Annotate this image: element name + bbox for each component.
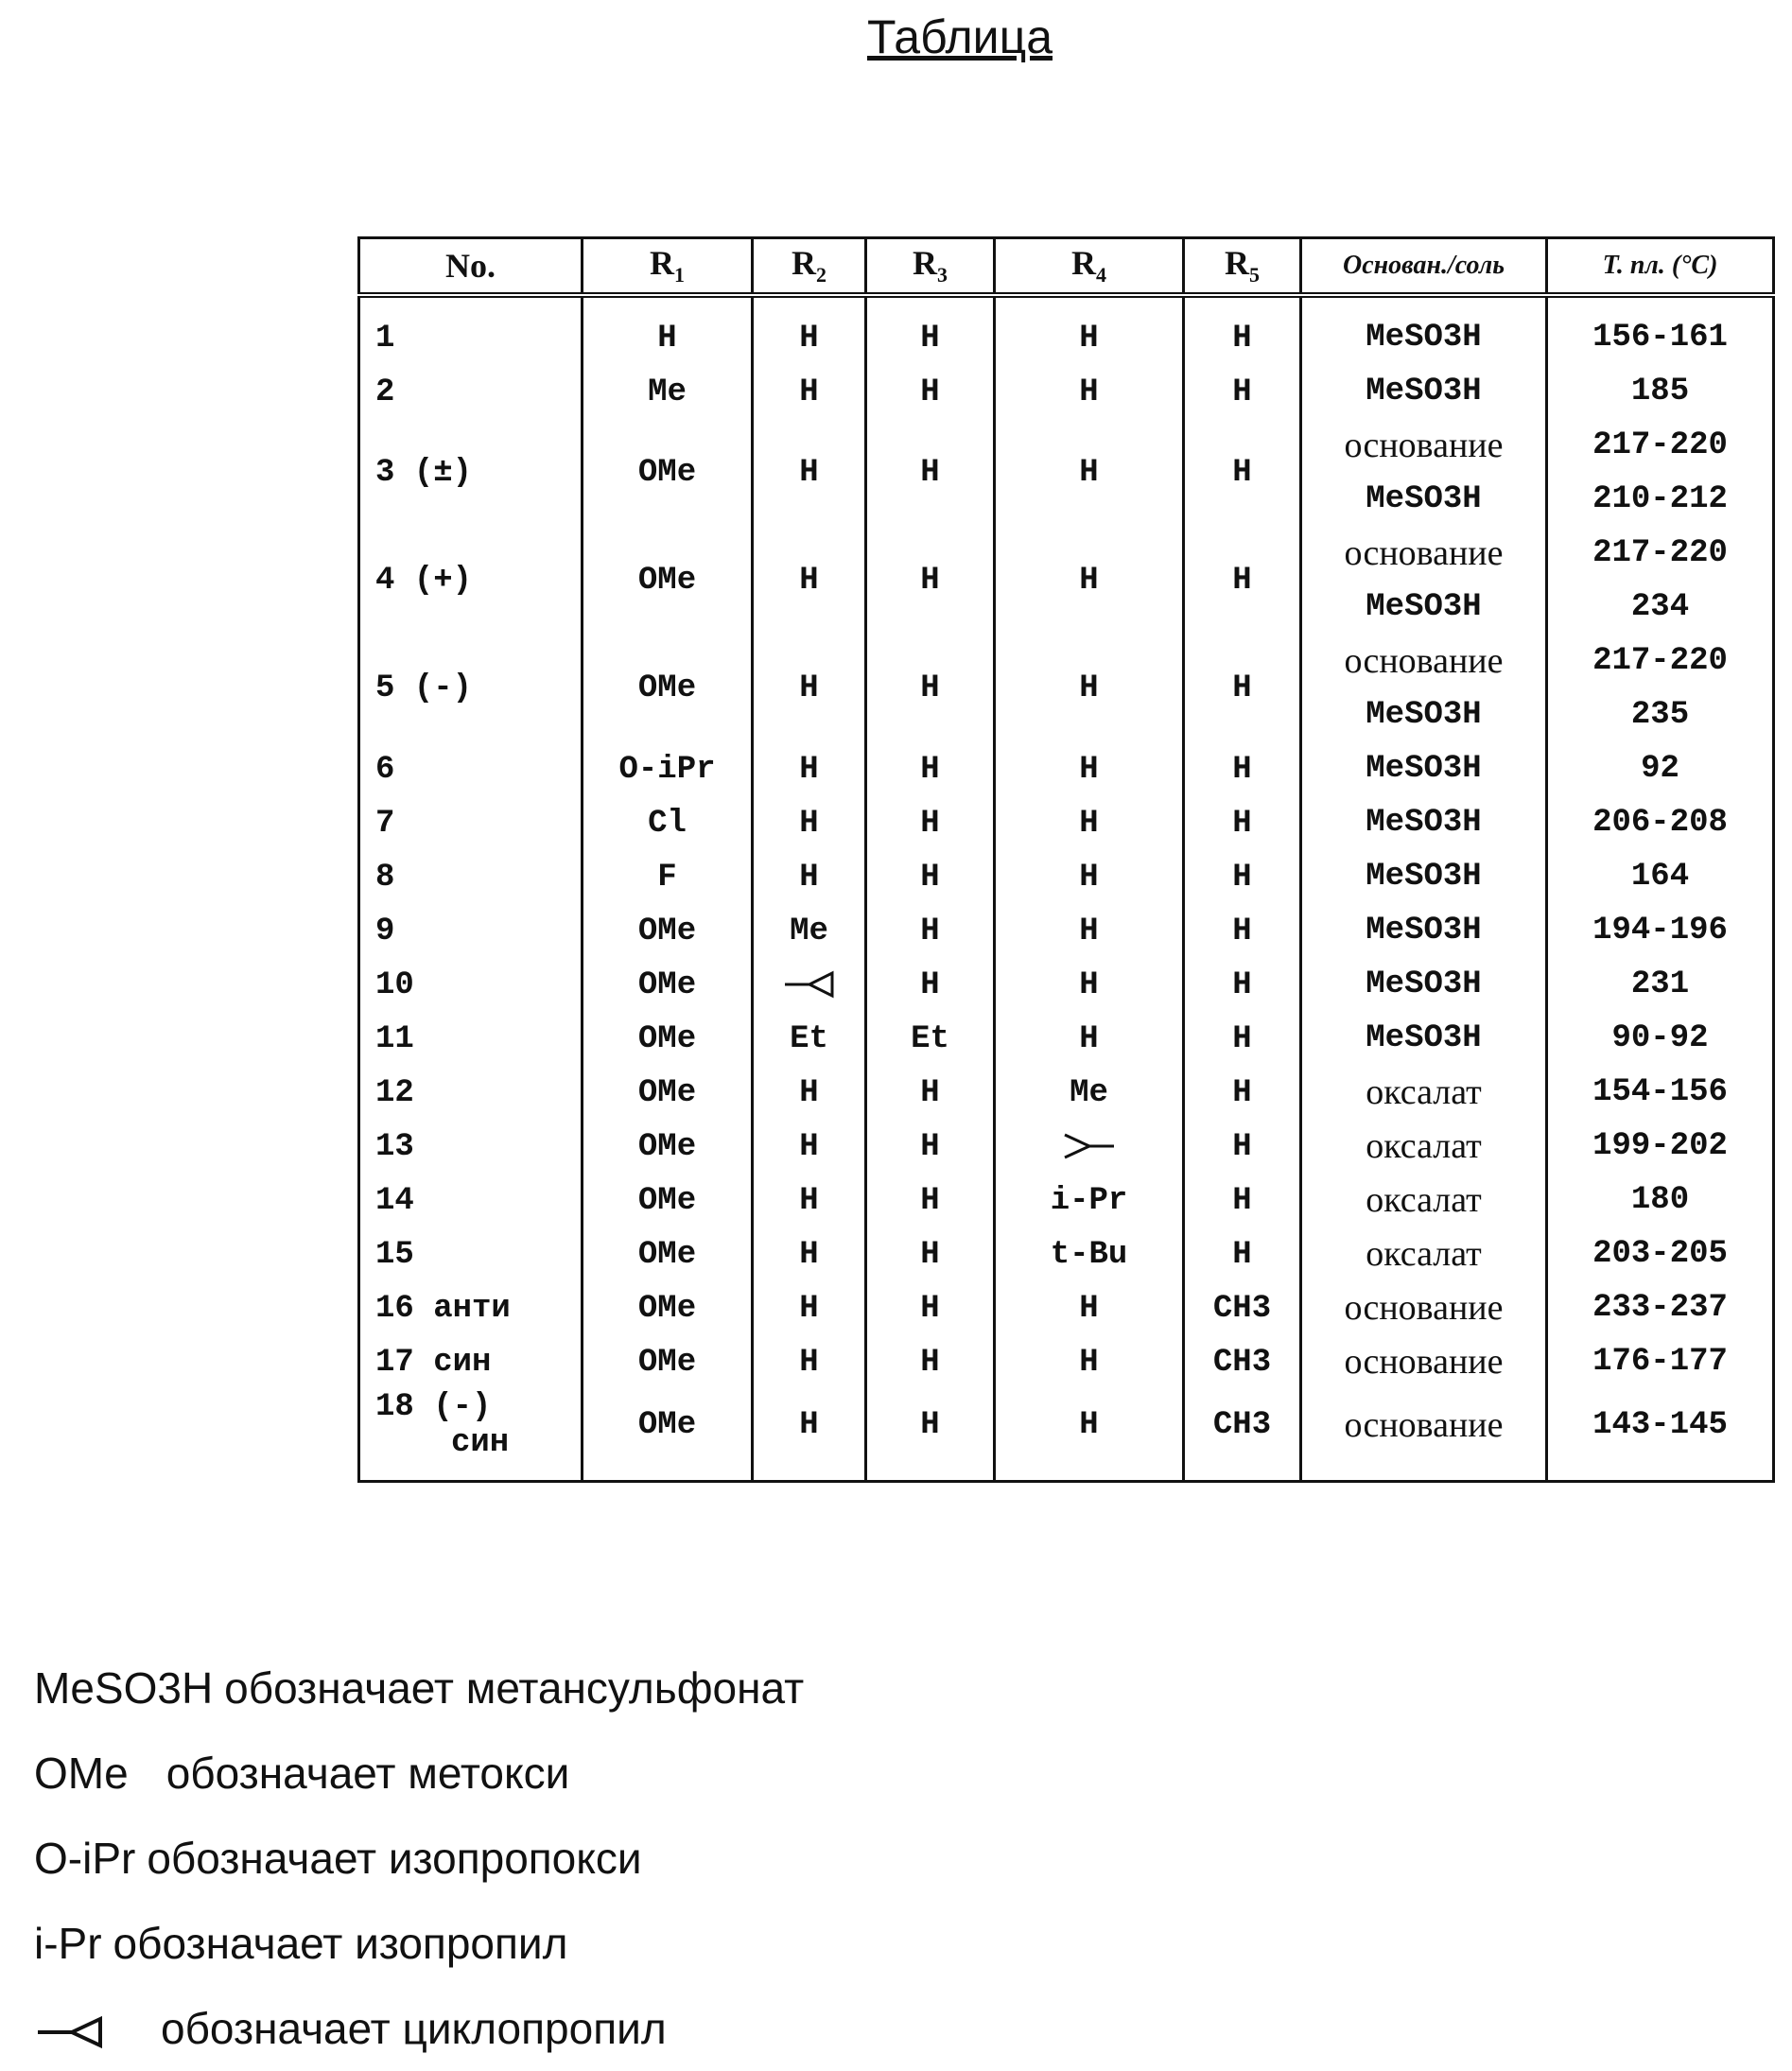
cell-r2: H [753,295,866,365]
cell-no: 17 син [359,1335,583,1389]
cell-r2: H [753,365,866,419]
cell-r3: H [866,958,995,1012]
cell-no: 9 [359,904,583,958]
cell-no: 5 (-) [359,635,583,742]
cell-mp: 143-145 [1547,1389,1774,1482]
table-header-row [359,238,1774,296]
cell-mp: 180 [1547,1174,1774,1227]
cell-mp: 154-156 [1547,1066,1774,1120]
cell-r2: H [753,1120,866,1174]
cell-r3: H [866,527,995,635]
cell-r3: H [866,850,995,904]
table-row [359,419,1774,527]
table-row [359,527,1774,635]
header-r1: $R_1$ [583,238,753,296]
cell-r5: H [1184,1227,1301,1281]
cell-r2: H [753,850,866,904]
cell-r3: H [866,1174,995,1227]
cell-r1: OMe [583,419,753,527]
table-row [359,1066,1774,1120]
cell-r4: H [995,1281,1184,1335]
table-row [359,850,1774,904]
cell-no: 3 (±) [359,419,583,527]
cell-r5: H [1184,850,1301,904]
cell-mp: 176-177 [1547,1335,1774,1389]
cell-salt: MeSO3H [1301,1012,1547,1066]
cell-r4: H [995,742,1184,796]
table-row [359,1227,1774,1281]
cell-r1: OMe [583,904,753,958]
cell-r2: H [753,635,866,742]
cell-mp: 90-92 [1547,1012,1774,1066]
cell-r4: Me [995,1066,1184,1120]
cell-salt: MeSO3H [1301,796,1547,850]
cell-r1: OMe [583,1281,753,1335]
cell-r1: O-iPr [583,742,753,796]
compound-table [357,236,1775,1483]
cell-r2 [753,958,866,1012]
legend-item: O-iPr обозначает изопропокси [34,1834,642,1883]
cell-r4: H [995,635,1184,742]
cell-r2: H [753,527,866,635]
cell-mp: 217-220 234 [1547,527,1774,635]
table-row [359,1335,1774,1389]
cell-r5: H [1184,635,1301,742]
cell-mp: 185 [1547,365,1774,419]
table-row [359,958,1774,1012]
table-row [359,1012,1774,1066]
table-row [359,1174,1774,1227]
cell-no: 11 [359,1012,583,1066]
cell-r1: OMe [583,1389,753,1482]
cell-r1: OMe [583,1335,753,1389]
cell-salt: оксалат [1301,1227,1547,1281]
cell-r1: Cl [583,796,753,850]
cell-r3: H [866,635,995,742]
cell-r2: H [753,419,866,527]
legend-item: обозначает циклопропил [34,1986,804,2071]
cell-r4: H [995,527,1184,635]
cell-r5: CH3 [1184,1389,1301,1482]
table-row [359,1389,1774,1482]
cell-r5: CH3 [1184,1281,1301,1335]
cell-mp: 194-196 [1547,904,1774,958]
cell-no: 6 [359,742,583,796]
cell-r3: H [866,1335,995,1389]
cell-salt: MeSO3H [1301,295,1547,365]
cell-salt: основание MeSO3H [1301,635,1547,742]
header-r3: $R_3$ [866,238,995,296]
cell-mp: 199-202 [1547,1120,1774,1174]
cell-r5: H [1184,742,1301,796]
cell-r1: OMe [583,958,753,1012]
cell-r3: H [866,295,995,365]
header-r4: $R_4$ [995,238,1184,296]
table-row [359,796,1774,850]
table-row [359,295,1774,365]
cell-mp: 203-205 [1547,1227,1774,1281]
cell-r5: H [1184,1174,1301,1227]
cell-no: 2 [359,365,583,419]
cell-salt: MeSO3H [1301,850,1547,904]
cell-r5: H [1184,1012,1301,1066]
cell-r4: H [995,1389,1184,1482]
cell-no: 15 [359,1227,583,1281]
header-r5: $R_5$ [1184,238,1301,296]
cell-r2: H [753,1389,866,1482]
cell-salt: MeSO3H [1301,365,1547,419]
cell-salt: оксалат [1301,1174,1547,1227]
cell-r5: H [1184,527,1301,635]
cell-r1: F [583,850,753,904]
table-row [359,742,1774,796]
cyclopropyl-icon [781,967,838,1003]
cell-mp: 164 [1547,850,1774,904]
cell-r3: H [866,796,995,850]
cell-r5: CH3 [1184,1335,1301,1389]
cell-r4: H [995,1335,1184,1389]
cell-mp: 231 [1547,958,1774,1012]
cell-r5: H [1184,1120,1301,1174]
header-no: No. [359,238,583,296]
cell-r2: H [753,1227,866,1281]
cell-mp: 92 [1547,742,1774,796]
cell-mp: 233-237 [1547,1281,1774,1335]
cell-r1: OMe [583,1227,753,1281]
table-row [359,365,1774,419]
cell-salt: MeSO3H [1301,958,1547,1012]
cyclopropyl-icon [34,2004,110,2053]
cell-no: 14 [359,1174,583,1227]
cell-salt: основание MeSO3H [1301,419,1547,527]
cell-mp: 217-220 235 [1547,635,1774,742]
cell-no: 1 [359,295,583,365]
cell-salt: основание [1301,1281,1547,1335]
cell-r1: Me [583,365,753,419]
legend [34,1645,804,2071]
cell-r4: H [995,1012,1184,1066]
header-mp: Т. пл. (°С) [1547,238,1774,296]
cell-r3: H [866,1227,995,1281]
cell-r2: H [753,1174,866,1227]
table-row [359,1281,1774,1335]
cell-r3: H [866,1066,995,1120]
cell-r3: H [866,742,995,796]
cell-r4: t-Bu [995,1227,1184,1281]
legend-item: OMe обозначает метокси [34,1749,570,1798]
cell-no: 16 анти [359,1281,583,1335]
cell-r3: H [866,1120,995,1174]
cell-r3: H [866,419,995,527]
cell-r1: OMe [583,1066,753,1120]
cell-r5: H [1184,365,1301,419]
cell-salt: основание [1301,1389,1547,1482]
cell-r2: H [753,1335,866,1389]
cell-r2: H [753,796,866,850]
cell-no: 8 [359,850,583,904]
cell-r5: H [1184,419,1301,527]
cell-salt: основание MeSO3H [1301,527,1547,635]
cell-mp: 156-161 [1547,295,1774,365]
cell-no: 12 [359,1066,583,1120]
cell-r4: H [995,850,1184,904]
cell-r4: H [995,796,1184,850]
cell-r3: H [866,365,995,419]
cell-r4: H [995,419,1184,527]
cell-r1: H [583,295,753,365]
header-salt: Основан./соль [1301,238,1547,296]
cell-salt: MeSO3H [1301,742,1547,796]
legend-item: MeSO3H обозначает метансульфонат [34,1663,805,1713]
cell-r1: OMe [583,635,753,742]
table-row [359,904,1774,958]
cell-r4: H [995,958,1184,1012]
cell-r4 [995,1120,1184,1174]
cell-r5: H [1184,1066,1301,1120]
cell-salt: оксалат [1301,1066,1547,1120]
cell-mp: 206-208 [1547,796,1774,850]
table-row [359,1120,1774,1174]
cell-salt: оксалат [1301,1120,1547,1174]
cell-r4: H [995,295,1184,365]
cell-salt: MeSO3H [1301,904,1547,958]
cell-r1: OMe [583,1012,753,1066]
cell-r4: H [995,904,1184,958]
cell-salt: основание [1301,1335,1547,1389]
cell-r5: H [1184,796,1301,850]
header-r2: $R_2$ [753,238,866,296]
legend-item: i-Pr обозначает изопропил [34,1919,568,1968]
cell-r3: Et [866,1012,995,1066]
cell-r1: OMe [583,527,753,635]
cell-no: 4 (+) [359,527,583,635]
cell-r2: Me [753,904,866,958]
cell-r2: H [753,1066,866,1120]
cell-r5: H [1184,958,1301,1012]
cell-r3: H [866,1281,995,1335]
cell-r4: H [995,365,1184,419]
cell-no: 18 (-) син [359,1389,583,1482]
cell-r5: H [1184,904,1301,958]
cell-r3: H [866,904,995,958]
cell-r2: H [753,742,866,796]
cell-r1: OMe [583,1174,753,1227]
cell-r5: H [1184,295,1301,365]
cyclopropyl-icon [1061,1129,1118,1165]
cell-no: 13 [359,1120,583,1174]
cell-r2: Et [753,1012,866,1066]
cell-no: 7 [359,796,583,850]
cell-r1: OMe [583,1120,753,1174]
table-row [359,635,1774,742]
cell-no: 10 [359,958,583,1012]
cell-r2: H [753,1281,866,1335]
cell-r4: i-Pr [995,1174,1184,1227]
cell-r3: H [866,1389,995,1482]
table-title: Таблица [866,10,1053,63]
cell-mp: 217-220 210-212 [1547,419,1774,527]
